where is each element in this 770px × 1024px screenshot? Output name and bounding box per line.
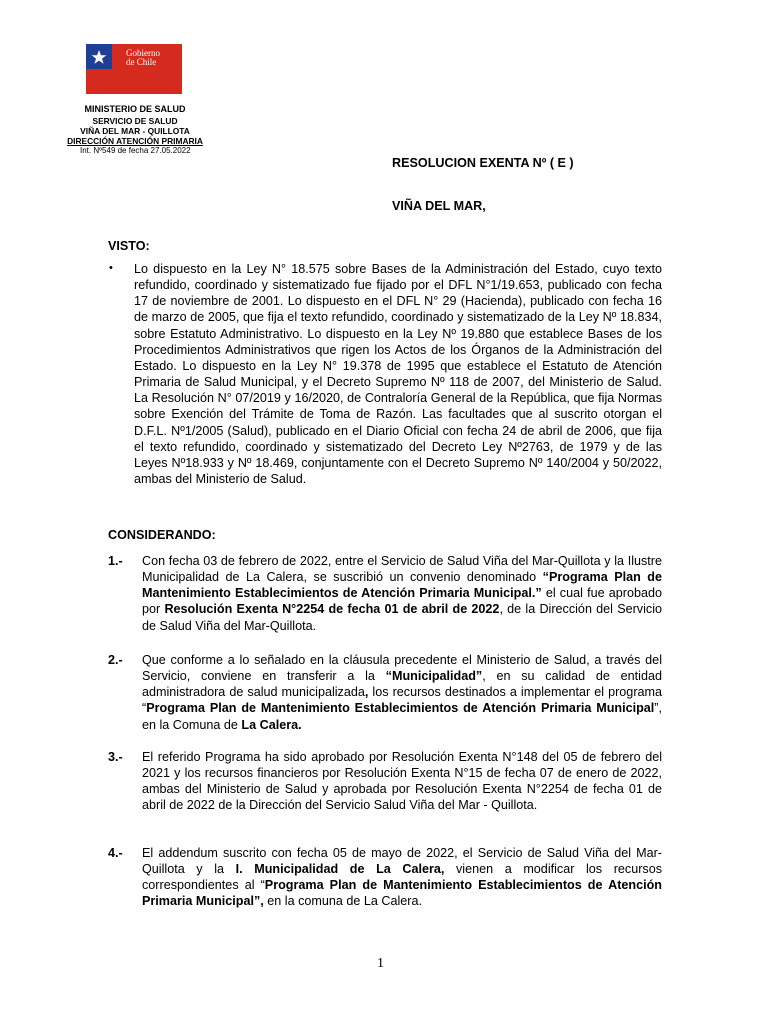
item-4-text: El addendum suscrito con fecha 05 de mayo de 2022, el Servicio de Salud Viña del Mar-Quillota y la I. Municipalidad de La Calera, vienen a modificar los recursos correspondientes al “Programa Plan de Mantenimiento Establecimientos de Atención Primaria Municipal”, en la comuna de La Calera.	[142, 846, 662, 909]
item-2-number: 2.-	[108, 653, 123, 667]
logo-text-gobierno: Gobierno	[126, 48, 160, 58]
visto-bullet: •	[109, 262, 113, 274]
page-number: 1	[377, 956, 384, 971]
gobierno-de-chile-logo	[86, 44, 182, 94]
place-date: VIÑA DEL MAR,	[392, 199, 486, 213]
service-region: VIÑA DEL MAR - QUILLOTA	[80, 126, 190, 136]
item-3-text: El referido Programa ha sido aprobado por Resolución Exenta N°148 del 05 de febrero del 2021 y los recursos financieros por Resolución Exenta N°15 de fecha 07 de enero de 2022, ambas del Ministerio de Salud y aprobada por Resolución Exenta N°2254 de fecha 01 de abril de 2022 de la Dirección del Servicio Salud Viña del Mar - Quillota.	[142, 750, 662, 813]
visto-heading: VISTO:	[108, 239, 150, 253]
item-3-number: 3.-	[108, 750, 123, 764]
ministry-name: MINISTERIO DE SALUD	[84, 104, 186, 114]
item-2-text: Que conforme a lo señalado en la cláusula precedente el Ministerio de Salud, a través del Servicio, conviene en transferir a la “Municipalidad”, en su calidad de entidad administradora de salud municipalizada, los recursos destinados a implementar el programa “Programa Plan de Mantenimiento Establecimientos de Atención Primaria Municipal”, en la Comuna de La Calera.	[142, 653, 663, 732]
resolution-title: RESOLUCION EXENTA Nº ( E )	[392, 156, 574, 170]
considerando-heading: CONSIDERANDO:	[108, 528, 216, 542]
visto-text: Lo dispuesto en la Ley N° 18.575 sobre Bases de la Administración del Estado, cuyo texto refundido, coordinado y sistematizado fue fijado por el DFL N°1/19.653, publicado con fecha 17 de noviembre de 2001. Lo dispuesto en el DFL N° 29 (Hacienda), publicado con fecha 16 de marzo de 2005, que fija el texto refundido, coordinado y sistematizado de la Ley Nº 18.834, sobre Estatuto Administrativo. Lo dispuesto en la Ley Nº 19.880 que establece Bases de los Procedimientos Administrativos que rigen los Actos de los Órganos de la Administración del Estado. Lo dispuesto en la Ley N° 19.378 de 1995 que establece el Estatuto de Atención Primaria de Salud Municipal, y el Decreto Supremo Nº 118 de 2007, del Ministerio de Salud. La Resolución N° 07/2019 y 16/2020, de Contraloría General de la República, que fija Normas sobre Exención del Trámite de Toma de Razón. Las facultades que al suscrito otorgan el D.F.L. Nº1/2005 (Salud), publicado en el Diario Oficial con fecha 24 de abril de 2006, que fija el texto refundido, coordinado y sistematizado del Decreto Ley Nº2763, de 1979 y de las Leyes Nº18.933 y Nº 18.469, conjuntamente con el Decreto Supremo Nº 140/2004 y 50/2022, ambas del Ministerio de Salud.	[134, 262, 662, 487]
item-1-text: Con fecha 03 de febrero de 2022, entre el Servicio de Salud Viña del Mar-Quillota y la Ilustre Municipalidad de La Calera, se suscribió un convenio denominado “Programa Plan de Mantenimiento Establecimientos de Atención Primaria Municipal.” el cual fue aprobado por Resolución Exenta N°2254 de fecha 01 de abril de 2022, de la Dirección del Servicio de Salud Viña del Mar-Quillota.	[142, 554, 663, 633]
service-name: SERVICIO DE SALUD	[92, 116, 178, 126]
logo-text-de-chile: de Chile	[126, 57, 157, 67]
internal-reference: Int. Nº549 de fecha 27.05.2022	[80, 146, 191, 155]
logo-red-bottom	[86, 69, 182, 94]
direction-name: DIRECCIÓN ATENCIÓN PRIMARIA	[67, 136, 203, 146]
item-4-number: 4.-	[108, 846, 123, 860]
item-1-number: 1.-	[108, 554, 123, 568]
